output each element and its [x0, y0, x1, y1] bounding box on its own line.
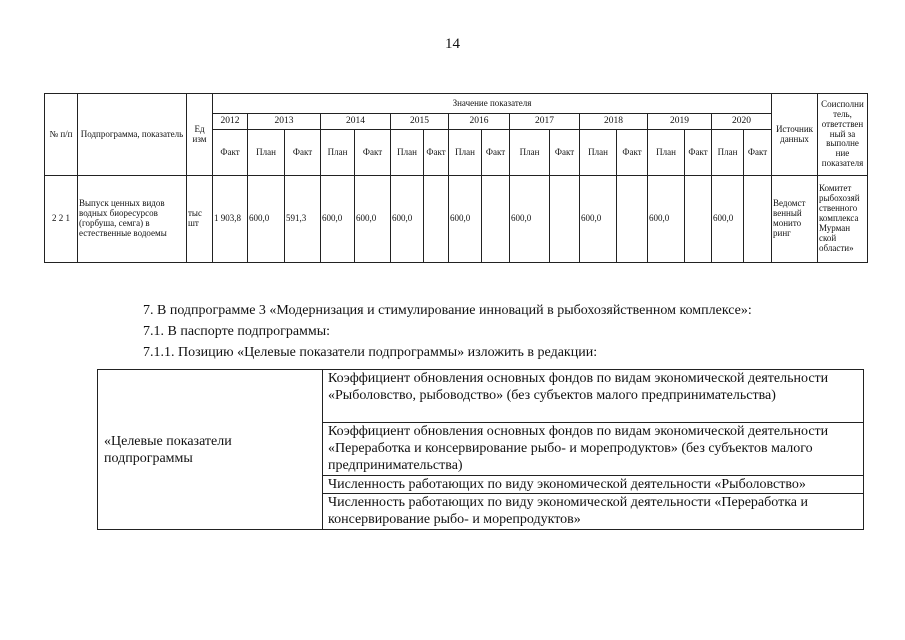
row-value: 600,0: [391, 176, 424, 263]
page-number: 14: [445, 36, 460, 52]
row-num: 2 2 1: [45, 176, 78, 263]
row-value: [685, 176, 712, 263]
header-source: Источник данных: [772, 94, 818, 176]
target-item: Численность работающих по виду экономической деятельности «Переработка и консервирование рыбо- и морепродуктов»: [323, 494, 864, 530]
row-value: 600,0: [648, 176, 685, 263]
row-value: 600,0: [712, 176, 744, 263]
row-value: [424, 176, 449, 263]
subheader: Факт: [355, 130, 391, 176]
row-value: 591,3: [285, 176, 321, 263]
subheader: План: [449, 130, 482, 176]
row-coexecutor: Комитет рыбохозяй ственного комплекса Мурман ской области»: [818, 176, 868, 263]
row-value: [550, 176, 580, 263]
subheader: План: [248, 130, 285, 176]
row-name: Выпуск ценных видов водных биоресурсов (горбуша, семга) в естественные водоемы: [78, 176, 187, 263]
targets-label: «Целевые показатели подпрограммы: [98, 370, 323, 530]
header-unit: Ед изм: [187, 94, 213, 176]
row-value: [482, 176, 510, 263]
subheader: Факт: [617, 130, 648, 176]
subheader: Факт: [482, 130, 510, 176]
row-value: 600,0: [248, 176, 285, 263]
row-value: 600,0: [449, 176, 482, 263]
indicator-table: [44, 93, 868, 263]
subheader: План: [580, 130, 617, 176]
row-unit: тыс шт: [187, 176, 213, 263]
paragraph-line: 7. В подпрограмме 3 «Модернизация и стимулирование инноваций в рыбохозяйственном комплексе»:: [143, 303, 752, 318]
subheader: План: [648, 130, 685, 176]
year-header: 2018: [580, 114, 648, 130]
subheader: Факт: [285, 130, 321, 176]
year-header: 2012: [213, 114, 248, 130]
header-program: Подпрограмма, показатель: [78, 94, 187, 176]
row-value: 600,0: [321, 176, 355, 263]
subheader: План: [510, 130, 550, 176]
paragraph-line: 7.1.1. Позицию «Целевые показатели подпрограммы» изложить в редакции:: [143, 345, 598, 360]
targets-table: [97, 369, 864, 530]
row-value: 600,0: [510, 176, 550, 263]
target-item: Коэффициент обновления основных фондов по видам экономической деятельности «Рыболовство, рыбоводство» (без субъектов малого предпринимательства): [323, 370, 864, 423]
row-source: Ведомст венный монито ринг: [772, 176, 818, 263]
year-header: 2016: [449, 114, 510, 130]
subheader: План: [712, 130, 744, 176]
year-header: 2017: [510, 114, 580, 130]
year-header: 2013: [248, 114, 321, 130]
subheader: Факт: [744, 130, 772, 176]
subheader: Факт: [685, 130, 712, 176]
paragraph-line: 7.1. В паспорте подпрограммы:: [143, 324, 331, 339]
header-coexecutor: Соисполни тель, ответствен ный за выполне ние показателя: [818, 94, 868, 176]
header-num: № п/п: [45, 94, 78, 176]
row-value: [744, 176, 772, 263]
header-value-group: Значение показателя: [213, 94, 772, 114]
target-item: Коэффициент обновления основных фондов по видам экономической деятельности «Переработка и консервирование рыбо- и морепродуктов» (без субъектов малого предпринимательства): [323, 423, 864, 476]
subheader: Факт: [213, 130, 248, 176]
table-row: [45, 176, 868, 263]
row-value: 1 903,8: [213, 176, 248, 263]
row-value: 600,0: [355, 176, 391, 263]
subheader: План: [321, 130, 355, 176]
year-header: 2014: [321, 114, 391, 130]
body-text: [143, 300, 752, 363]
year-header: 2019: [648, 114, 712, 130]
target-item: Численность работающих по виду экономической деятельности «Рыболовство»: [323, 476, 864, 494]
year-header: 2020: [712, 114, 772, 130]
subheader: План: [391, 130, 424, 176]
row-value: 600,0: [580, 176, 617, 263]
subheader: Факт: [424, 130, 449, 176]
row-value: [617, 176, 648, 263]
year-header: 2015: [391, 114, 449, 130]
subheader: Факт: [550, 130, 580, 176]
